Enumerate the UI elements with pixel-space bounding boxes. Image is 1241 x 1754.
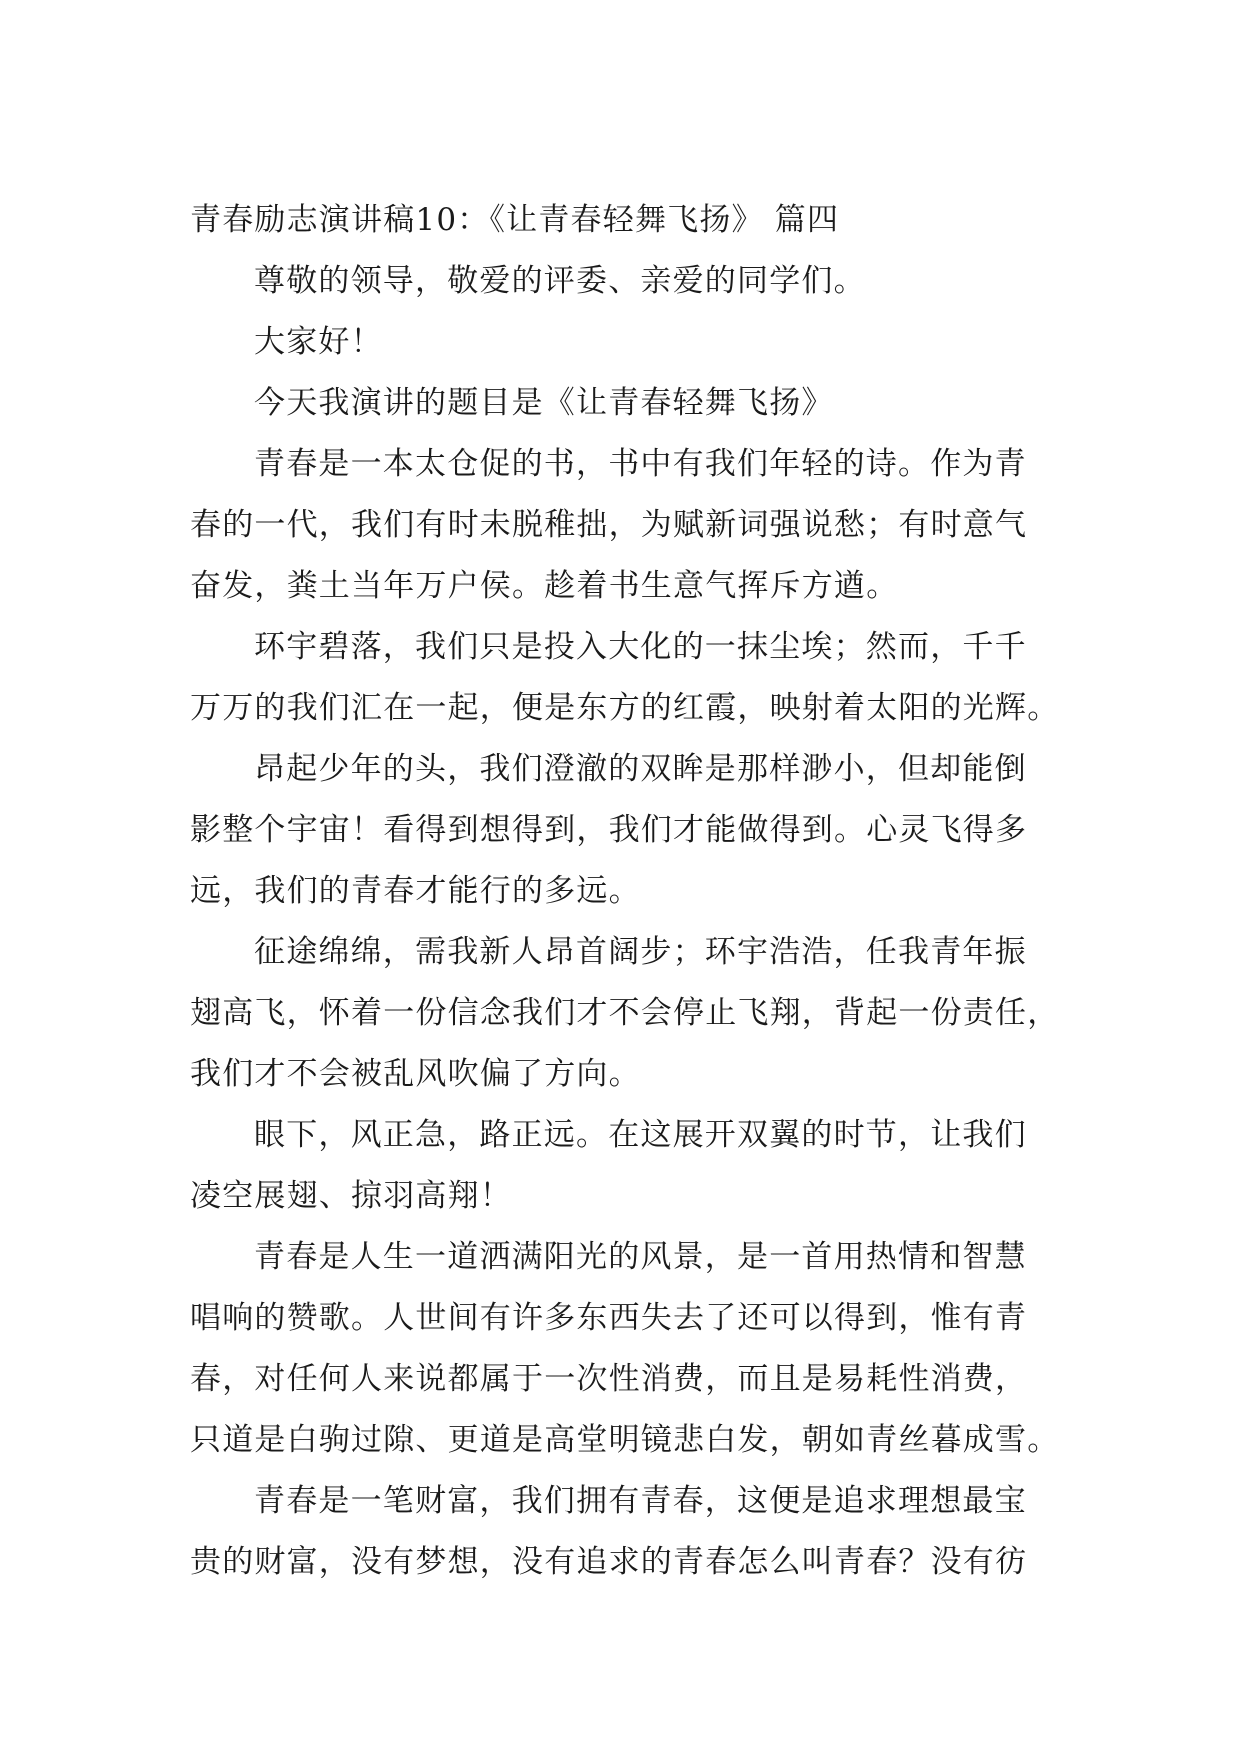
paragraph-line: 凌空展翅、掠羽高翔！ bbox=[190, 1178, 512, 1214]
paragraph-line: 今天我演讲的题目是《让青春轻舞飞扬》 bbox=[254, 385, 834, 421]
paragraph bbox=[190, 739, 1060, 922]
paragraph-line: 青春是一本太仓促的书，书中有我们年轻的诗。作为青 bbox=[254, 446, 1027, 482]
paragraph bbox=[190, 373, 1060, 434]
paragraph-line: 环宇碧落，我们只是投入大化的一抹尘埃；然而，千千 bbox=[254, 629, 1027, 665]
paragraph-line: 征途绵绵，需我新人昂首阔步；环宇浩浩，任我青年振 bbox=[254, 934, 1027, 970]
document-body bbox=[190, 190, 1060, 1593]
paragraph bbox=[190, 1105, 1060, 1227]
paragraph bbox=[190, 1227, 1060, 1471]
paragraph-line: 唱响的赞歌。人世间有许多东西失去了还可以得到，惟有青 bbox=[190, 1300, 1028, 1336]
paragraph-line: 万万的我们汇在一起，便是东方的红霞，映射着太阳的光辉。 bbox=[190, 690, 1060, 726]
paragraph-line: 影整个宇宙！看得到想得到，我们才能做得到。心灵飞得多 bbox=[190, 812, 1028, 848]
paragraph-line: 春，对任何人来说都属于一次性消费，而且是易耗性消费， bbox=[190, 1361, 1028, 1397]
paragraph-line: 只道是白驹过隙、更道是高堂明镜悲白发，朝如青丝暮成雪。 bbox=[190, 1422, 1060, 1458]
paragraph-line: 远，我们的青春才能行的多远。 bbox=[190, 873, 641, 909]
paragraph bbox=[190, 251, 1060, 312]
document-title: 青春励志演讲稿10：《让青春轻舞飞扬》 篇四 bbox=[190, 202, 840, 238]
paragraph bbox=[190, 434, 1060, 617]
paragraph bbox=[190, 1471, 1060, 1593]
paragraph-line: 春的一代，我们有时未脱稚拙，为赋新词强说愁；有时意气 bbox=[190, 507, 1028, 543]
paragraph-line: 昂起少年的头，我们澄澈的双眸是那样渺小，但却能倒 bbox=[254, 751, 1027, 787]
paragraph-line: 青春是人生一道洒满阳光的风景，是一首用热情和智慧 bbox=[254, 1239, 1027, 1275]
paragraph bbox=[190, 312, 1060, 373]
paragraph bbox=[190, 922, 1060, 1105]
paragraph-line: 我们才不会被乱风吹偏了方向。 bbox=[190, 1056, 641, 1092]
paragraph-line: 奋发，粪土当年万户侯。趁着书生意气挥斥方遒。 bbox=[190, 568, 899, 604]
paragraph-line: 眼下，风正急，路正远。在这展开双翼的时节，让我们 bbox=[254, 1117, 1027, 1153]
paragraph-line: 尊敬的领导，敬爱的评委、亲爱的同学们。 bbox=[254, 263, 866, 299]
paragraph-line: 大家好！ bbox=[254, 324, 383, 360]
paragraph-line: 贵的财富，没有梦想，没有追求的青春怎么叫青春？没有彷 bbox=[190, 1544, 1028, 1580]
paragraph bbox=[190, 617, 1060, 739]
paragraph-list bbox=[190, 251, 1060, 1593]
paragraph-line: 翅高飞，怀着一份信念我们才不会停止飞翔，背起一份责任， bbox=[190, 995, 1060, 1031]
paragraph-line: 青春是一笔财富，我们拥有青春，这便是追求理想最宝 bbox=[254, 1483, 1027, 1519]
